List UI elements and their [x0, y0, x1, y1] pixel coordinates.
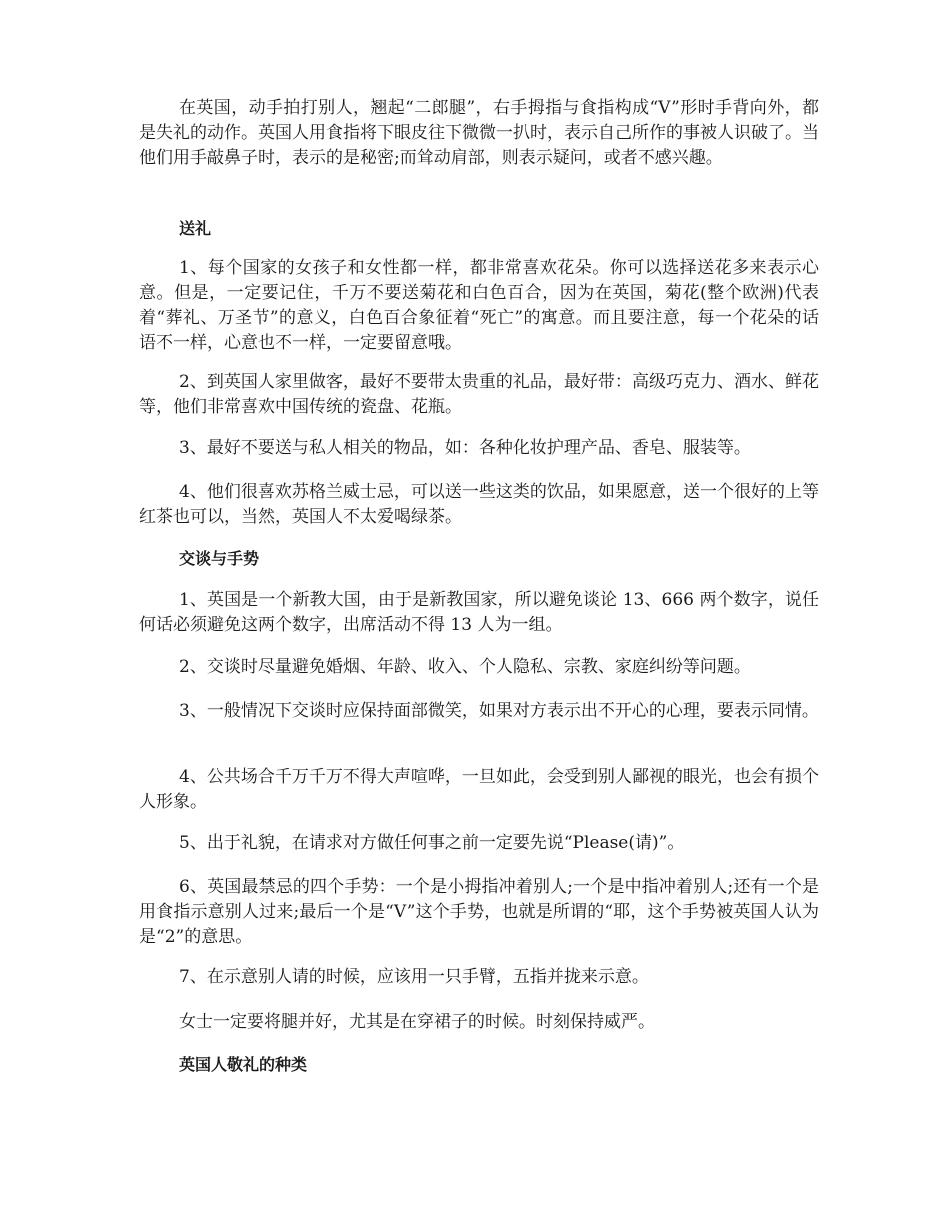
gift-item-4: 4、他们很喜欢苏格兰威士忌，可以送一些这类的饮品，如果愿意，送一个很好的上等红茶也可以，当然，英国人不太爱喝绿茶。 [139, 482, 819, 527]
gift-item-1: 1、每个国家的女孩子和女性都一样，都非常喜欢花朵。你可以选择送花多来表示心意。但是，一定要记住，千万不要送菊花和白色百合，因为在英国，菊花(整个欧洲)代表着“葬礼、万圣节”的意义，白色百合象征着“死亡”的寓意。而且要注意，每一个花朵的话语不一样，心意也不一样，一定要留意哦。 [139, 258, 819, 353]
section-heading-talk: 交谈与手势 [179, 549, 260, 568]
talk-item-2: 2、交谈时尽量避免婚烟、年龄、收入、个人隐私、宗教、家庭纠纷等问题。 [179, 657, 751, 677]
talk-note: 女士一定要将腿并好，尤其是在穿裙子的时候。时刻保持威严。 [179, 1012, 655, 1032]
intro-paragraph: 在英国，动手拍打别人，翘起“二郎腿”，右手拇指与食指构成“V”形时手背向外，都是失礼的动作。英国人用食指将下眼皮往下微微一扒时，表示自己所作的事被人识破了。当他们用手敲鼻子时，表示的是秘密;而耸动肩部，则表示疑问，或者不感兴趣。 [139, 98, 819, 168]
gift-item-3: 3、最好不要送与私人相关的物品，如：各种化妆护理产品、香皂、服装等。 [179, 438, 751, 458]
talk-item-3: 3、一般情况下交谈时应保持面部微笑，如果对方表示出不开心的心理，要表示同情。 [179, 701, 819, 721]
talk-item-1: 1、英国是一个新教大国，由于是新教国家，所以避免谈论 13、666 两个数字，说任何话必须避免这两个数字，出席活动不得 13 人为一组。 [139, 590, 819, 635]
talk-item-7: 7、在示意别人请的时候，应该用一只手臂，五指并拢来示意。 [179, 967, 649, 987]
section-heading-gift: 送礼 [179, 219, 212, 238]
talk-item-6: 6、英国最禁忌的四个手势：一个是小拇指冲着别人;一个是中指冲着别人;还有一个是用食指示意别人过来;最后一个是“V”这个手势，也就是所谓的“耶，这个手势被英国人认为是“2”的意思。 [139, 877, 819, 947]
talk-item-4: 4、公共场合千万千万不得大声喧哗，一旦如此，会受到别人鄙视的眼光，也会有损个人形象。 [139, 767, 819, 812]
section-heading-salute: 英国人敬礼的种类 [179, 1055, 308, 1074]
gift-item-2: 2、到英国人家里做客，最好不要带太贵重的礼品，最好带：高级巧克力、酒水、鲜花等，他们非常喜欢中国传统的瓷盘、花瓶。 [139, 372, 819, 417]
talk-item-5: 5、出于礼貌，在请求对方做任何事之前一定要先说“Please(请)”。 [179, 833, 685, 853]
